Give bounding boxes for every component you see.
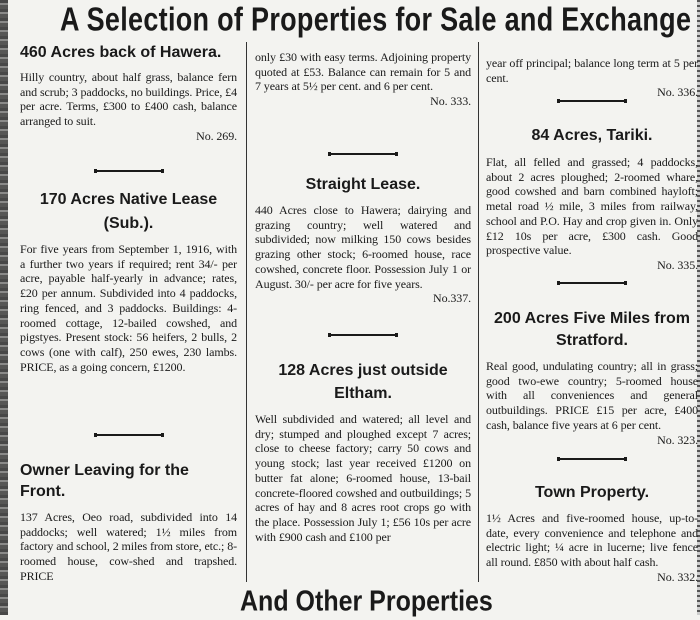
listing-heading-line2: (Sub.).	[103, 215, 154, 232]
listing-owner-leaving	[20, 460, 237, 584]
listing-ref-number: No. 323.	[657, 432, 698, 447]
separator	[20, 434, 237, 436]
listing-body	[486, 155, 698, 273]
listing-ref-number: No. 269.	[196, 128, 237, 143]
listing-heading: Owner Leaving for the Front.	[20, 462, 189, 500]
listing-heading: Straight Lease.	[305, 176, 421, 193]
separator	[486, 282, 698, 284]
listing-text: Real good, undulating country; all in grass; good two-ewe country; 5-roomed house with all conveniences and general outbuildings. PRICE £15 per acre, £400 cash, balance five years at 6 per cent.	[486, 359, 698, 432]
listing-continued-336	[486, 56, 698, 100]
listing-text: Hilly country, about half grass, balance fern and scrub; 3 paddocks, no buildings. Price, £4 per acre. Terms, £300 to £400 cash, balance arranged to suit.	[20, 70, 237, 129]
listing-ref-number: No.337.	[433, 291, 471, 306]
listing-text: 1½ Acres and five-roomed house, up-to-date, every convenience and telephone and electric light; ¼ acre in lucerne; live fence all round. £850 with about half cash.	[486, 511, 698, 570]
column-rule-1	[246, 42, 247, 582]
listing-heading: 460 Acres back of Hawera.	[20, 44, 222, 61]
footer-heading: And Other Properties	[240, 585, 493, 618]
listing-170-acres	[20, 189, 237, 374]
listing-heading-line2: Eltham.	[334, 385, 392, 402]
listing-ref-number: No. 333.	[430, 94, 471, 109]
listing-body	[486, 56, 698, 100]
listing-ref-number: No. 332.	[657, 569, 698, 584]
separator	[486, 100, 698, 102]
masthead-title: A Selection of Properties for Sale and Exchange	[60, 1, 692, 38]
separator	[255, 334, 471, 336]
listing-heading: 84 Acres, Tariki.	[531, 127, 653, 144]
listing-text: Flat, all felled and grassed; 4 paddocks, about 2 acres ploughed; 2-roomed whare, good cowshed and barn combined hayloft; metal road ½ mile, 3 miles from railway, school and P.O. Hay and crop given in. Only £12 10s per acre, £300 cash. Good prospective value.	[486, 155, 698, 258]
listing-body	[255, 203, 471, 306]
listing-text: only £30 with easy terms. Adjoining property quoted at £53. Balance can remain for 5 and 7 years at 5½ per cent. and 6 per cent.	[255, 50, 471, 94]
listing-continued-333	[255, 50, 471, 109]
listing-84-acres	[486, 125, 698, 273]
listing-text: year off principal; balance long term at 5 per cent.	[486, 56, 698, 85]
listing-body: Well subdivided and watered; all level and dry; stumped and ploughed except 7 acres; close to cheese factory; carry 50 cows and young stock; last year received £1200 on butter fat alone; 6-roomed house, 13-bail concrete-floored cowshed and outbuildings; 5 acres of hay and 8 acres root crops go with the place. Possession July 1; £56 10s per acre with £900 cash and £100 per	[255, 412, 471, 544]
separator	[20, 170, 237, 172]
listing-town-property	[486, 482, 698, 585]
listing-straight-lease	[255, 174, 471, 306]
page-edge-left	[0, 0, 8, 615]
listing-heading-line2: Stratford.	[556, 332, 628, 349]
listing-body	[486, 359, 698, 447]
listing-body: 137 Acres, Oeo road, subdivided into 14 paddocks; well watered; 1½ miles from factory and school, 2 miles from store, etc.; 8-roomed house, cow-shed and trapshed. PRICE	[20, 510, 237, 583]
listing-body: For five years from September 1, 1916, with a further two years if required; rent 34/- per acre, payable half-yearly in advance; rates, £20 per annum. Subdivided into 4 paddocks, ring fenced, and 3 paddocks. Buildings: 4-roomed cottage, 12-bailed cowshed, and pigstyes. Present stock: 56 heifers, 2 bulls, 2 cows (one with calf), 250 ewes, 230 lambs. PRICE, as a going concern, £1200.	[20, 242, 237, 374]
listing-ref-number: No. 336.	[657, 85, 698, 100]
listing-heading: 128 Acres just outside	[278, 362, 448, 379]
separator	[486, 458, 698, 460]
listing-body	[255, 50, 471, 109]
listing-body	[20, 70, 237, 144]
column-rule-2	[478, 42, 479, 582]
separator	[255, 153, 471, 155]
listing-200-acres	[486, 308, 698, 447]
listing-heading: Town Property.	[534, 484, 650, 501]
listing-body	[486, 511, 698, 585]
listing-heading: 170 Acres Native Lease	[39, 191, 218, 208]
listing-128-acres	[255, 360, 471, 544]
listing-ref-number: No. 335.	[657, 257, 698, 272]
listing-heading: 200 Acres Five Miles from	[494, 310, 690, 327]
listing-text: 440 Acres close to Hawera; dairying and grazing country; well watered and subdivided; now milking 150 cows besides grazing other stock; 6-roomed house, race cowshed, concrete floor. Possession July 1 or August. 30/- per acre for five years.	[255, 203, 471, 291]
listing-460-acres	[20, 42, 237, 144]
